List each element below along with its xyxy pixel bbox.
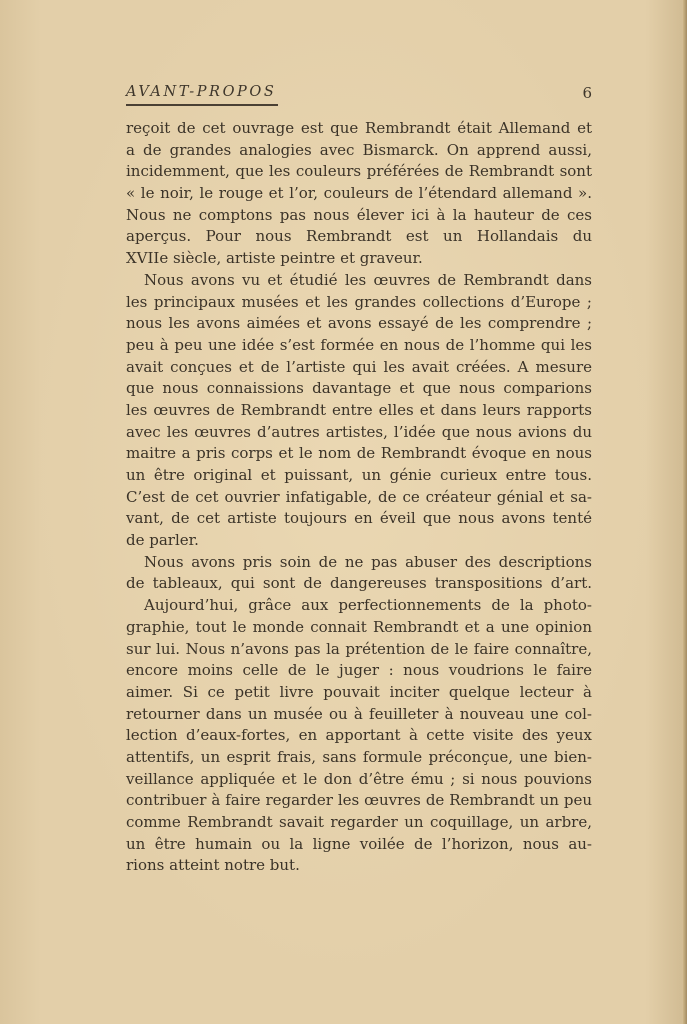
text-line: les principaux musées et les grandes collections d’Europe ; [126, 292, 592, 311]
page-header [126, 80, 592, 108]
text-line: vant, de cet artiste toujours en éveil que nous avons tenté [126, 509, 592, 528]
text-line: un être original et puissant, un génie curieux entre tous. [126, 466, 592, 484]
paragraph [126, 118, 592, 270]
text-line: veillance appliquée et le don d’être ému ; si nous pouvions [126, 769, 592, 788]
text-line: que nous connaissions davantage et que nous comparions [126, 379, 592, 398]
page-edge [683, 0, 687, 1024]
paragraph [126, 552, 592, 595]
text-line: un être humain ou la ligne voilée de l’horizon, nous au- [126, 834, 592, 853]
text-line: aperçus. Pour nous Rembrandt est un Hollandais du [126, 227, 592, 246]
text-line: maitre a pris corps et le nom de Rembrandt évoque en nous [126, 444, 592, 463]
text-line: contribuer à faire regarder les œuvres de Rembrandt un peu [126, 791, 592, 810]
text-line: retourner dans un musée ou à feuilleter à nouveau une col- [126, 704, 592, 723]
text-line: incidemment, que les couleurs préférées de Rembrandt sont [126, 162, 592, 181]
text-line: attentifs, un esprit frais, sans formule préconçue, une bien- [126, 747, 592, 766]
text-line: lection d’eaux-fortes, en apportant à cette visite des yeux [126, 726, 592, 745]
text-line: aimer. Si ce petit livre pouvait inciter quelque lecteur à [126, 682, 592, 701]
page-number: 6 [582, 84, 592, 102]
text-line: « le noir, le rouge et l’or, couleurs de l’étendard allemand ». [126, 184, 592, 203]
text-line: Aujourd’hui, grâce aux perfectionnements de la photo- [144, 596, 592, 615]
text-line: reçoit de cet ouvrage est que Rembrandt était Allemand et [126, 119, 592, 137]
running-head: AVANT-PROPOS [126, 84, 277, 100]
text-line: les œuvres de Rembrandt entre elles et dans leurs rapports [126, 400, 592, 419]
text-line: rions atteint notre but. [126, 856, 300, 875]
text-line: nous les avons aimées et avons essayé de les comprendre ; [126, 314, 592, 333]
text-line: graphie, tout le monde connait Rembrandt et a une opinion [126, 617, 592, 636]
text-line: XVIIe siècle, artiste peintre et graveur. [126, 249, 423, 268]
text-line: peu à peu une idée s’est formée en nous de l’homme qui les [126, 335, 592, 354]
text-line: comme Rembrandt savait regarder un coquillage, un arbre, [126, 813, 592, 831]
text-line: avec les œuvres d’autres artistes, l’idée que nous avions du [126, 422, 592, 441]
text-line: de tableaux, qui sont de dangereuses transpositions d’art. [126, 574, 592, 593]
text-line: encore moins celle de le juger : nous voudrions le faire [126, 661, 592, 680]
header-rule [126, 104, 278, 106]
paragraph [126, 270, 592, 552]
body-text [126, 118, 592, 877]
text-line: C’est de cet ouvrier infatigable, de ce créateur génial et sa- [126, 487, 592, 506]
text-line: Nous avons pris soin de ne pas abuser des descriptions [144, 552, 592, 571]
text-line: a de grandes analogies avec Bismarck. On apprend aussi, [126, 140, 592, 159]
paragraph [126, 595, 592, 877]
text-line: Nous ne comptons pas nous élever ici à la hauteur de ces [126, 205, 592, 224]
text-line: avait conçues et de l’artiste qui les avait créées. A mesure [126, 357, 592, 376]
text-line: Nous avons vu et étudié les œuvres de Rembrandt dans [144, 270, 592, 289]
text-line: sur lui. Nous n’avons pas la prétention de le faire connaître, [126, 639, 592, 658]
text-line: de parler. [126, 531, 199, 550]
